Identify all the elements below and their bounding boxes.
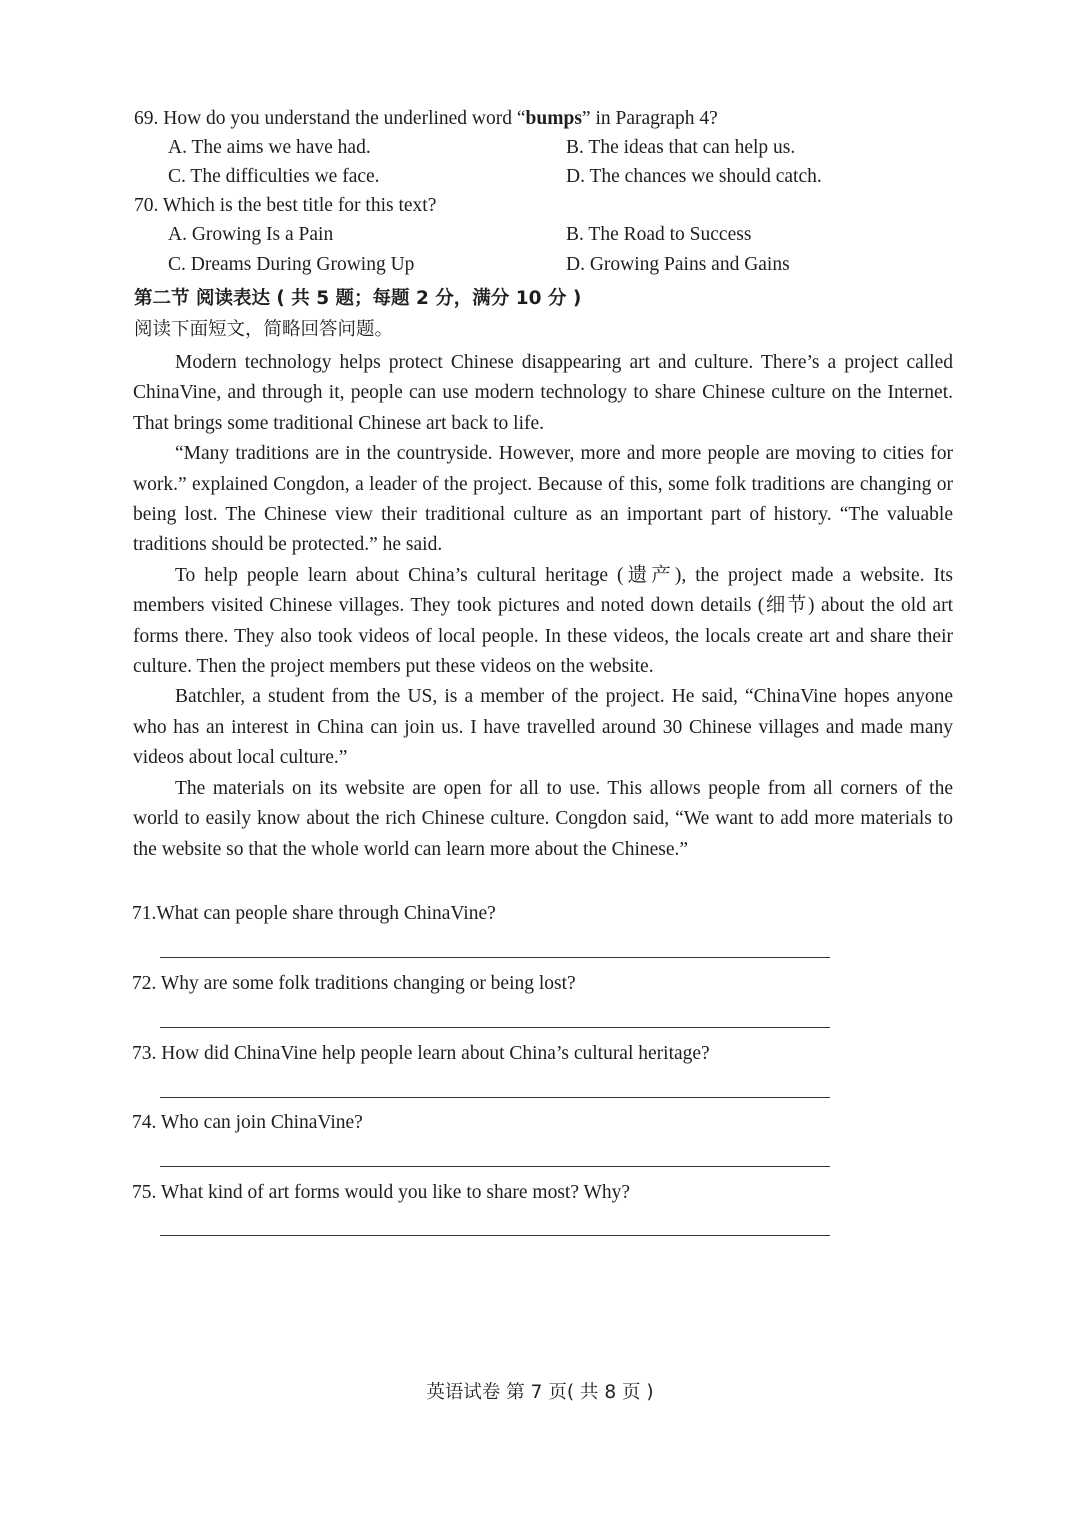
q70-option-b: B. The Road to Success	[566, 224, 752, 245]
answer-line-74[interactable]	[160, 1166, 830, 1167]
answer-line-72[interactable]	[160, 1027, 830, 1028]
q70-option-a: A. Growing Is a Pain	[168, 224, 334, 245]
question-75: 75. What kind of art forms would you like to share most? Why?	[132, 1182, 631, 1203]
passage-paragraph: “Many traditions are in the countryside. However, more and more people are moving to cities for work.” explained Congdon, a leader of the project. Because of this, some folk traditions are changing or being lost. The Chinese view their traditional culture as an important part of history. “The valuable traditions should be protected.” he said.	[133, 443, 953, 556]
q70-option-c: C. Dreams During Growing Up	[168, 254, 415, 275]
q70-option-d: D. Growing Pains and Gains	[566, 254, 790, 275]
question-71: 71.What can people share through ChinaVine?	[132, 903, 496, 924]
question-69-suffix: ” in Paragraph 4?	[581, 108, 718, 129]
page-footer: 英语试卷 第 7 页( 共 8 页 )	[426, 1382, 654, 1403]
question-69	[134, 106, 718, 132]
passage-paragraph: Batchler, a student from the US, is a member of the project. He said, “ChinaVine hopes anyone who has an interest in China can join us. I have travelled around 30 Chinese villages and made many videos about local culture.”	[133, 686, 953, 769]
q69-option-a: A. The aims we have had.	[168, 137, 371, 158]
section-title: 第二节 阅读表达 ( 共 5 题；每题 2 分，满分 10 分 )	[134, 288, 582, 309]
question-70: 70. Which is the best title for this text?	[134, 195, 437, 216]
passage-paragraph: The materials on its website are open for all to use. This allows people from all corners of the world to easily know about the rich Chinese culture. Congdon said, “We want to add more materials to the website so that the whole world can learn more about the Chinese.”	[133, 777, 953, 860]
reading-passage	[133, 348, 953, 865]
question-69-prefix: 69. How do you understand the underlined word “	[134, 108, 526, 129]
passage-paragraph: To help people learn about China’s cultural heritage (遗产), the project made a website. Its members visited Chinese villages. They took pictures and noted down details (细节) about the old art forms there. They also took videos of local people. In these videos, the locals create art and share their culture. Then the project members put these videos on the website.	[133, 564, 953, 678]
answer-line-71[interactable]	[160, 957, 830, 958]
question-73: 73. How did ChinaVine help people learn about China’s cultural heritage?	[132, 1043, 710, 1064]
question-72: 72. Why are some folk traditions changing or being lost?	[132, 973, 576, 994]
question-74: 74. Who can join ChinaVine?	[132, 1112, 363, 1133]
q69-option-b: B. The ideas that can help us.	[566, 137, 796, 158]
q69-option-d: D. The chances we should catch.	[566, 166, 822, 187]
section-instruction: 阅读下面短文，简略回答问题。	[134, 319, 394, 340]
question-69-keyword: bumps	[525, 108, 582, 129]
answer-line-73[interactable]	[160, 1097, 830, 1098]
q69-option-c: C. The difficulties we face.	[168, 166, 380, 187]
answer-line-75[interactable]	[160, 1235, 830, 1236]
passage-paragraph: Modern technology helps protect Chinese disappearing art and culture. There’s a project called ChinaVine, and through it, people can use modern technology to share Chinese culture on the Internet. That brings some traditional Chinese art back to life.	[133, 352, 953, 434]
